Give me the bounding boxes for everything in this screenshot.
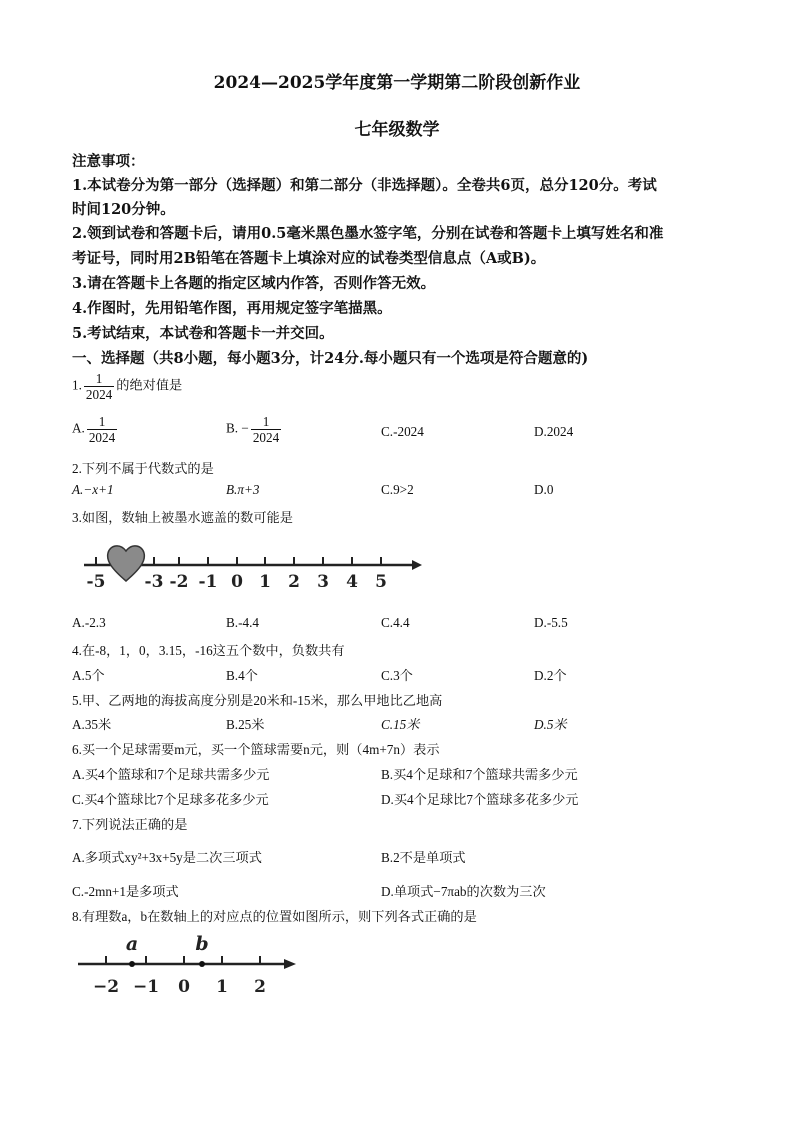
- q3-tick-label: 0: [231, 572, 243, 592]
- point-a: [129, 961, 135, 967]
- q1-option-d: D.2024: [534, 424, 574, 439]
- q6-option-d: D.买4个足球比7个篮球多花多少元: [381, 792, 579, 807]
- q1-number: 1.: [72, 377, 82, 393]
- note-5: 5.考试结束，本试卷和答题卡一并交回。: [72, 325, 334, 342]
- q3-axis-arrow: [412, 560, 422, 570]
- question-3: 3.如图，数轴上被墨水遮盖的数可能是: [72, 510, 293, 525]
- label-b: b: [195, 933, 209, 955]
- q7-option-a: A.多项式xy²+3x+5y是二次三项式: [72, 850, 262, 865]
- q3-tick-label: 4: [346, 572, 358, 592]
- q3-tick-label: -5: [86, 572, 106, 592]
- q6-option-a: A.买4个篮球和7个足球共需多少元: [72, 767, 270, 782]
- q8-axis-arrow: [284, 959, 296, 969]
- q7-option-d: D.单项式−7πab的次数为三次: [381, 884, 546, 899]
- label-a: a: [125, 933, 139, 955]
- q7-option-b: B.2不是单项式: [381, 850, 466, 865]
- question-5: 5.甲、乙两地的海拔高度分别是20米和-15米，那么甲地比乙地高: [72, 693, 443, 708]
- q3-tick-label: -3: [144, 572, 164, 592]
- note-4: 4.作图时，先用铅笔作图，再用规定签字笔描黑。: [72, 300, 392, 317]
- q8-tick-label: 2: [254, 977, 266, 997]
- q2-option-b: B.π+3: [226, 482, 260, 497]
- q4-option-a: A.5个: [72, 668, 105, 683]
- q3-option-c: C.4.4: [381, 615, 410, 630]
- q1-fraction: $\frac{1}{2024}$: [85, 371, 113, 403]
- q8-tick-label: 0: [178, 977, 190, 997]
- q3-tick-label: 1: [259, 572, 271, 592]
- q1-option-c: C.-2024: [381, 424, 424, 439]
- page-title: 2024—2025学年度第一学期第二阶段创新作业: [213, 73, 581, 93]
- q4-option-c: C.3个: [381, 668, 413, 683]
- question-7: 7.下列说法正确的是: [72, 817, 188, 832]
- q3-tick-label: 2: [288, 572, 300, 592]
- q3-number-line-figure: [72, 535, 422, 595]
- q6-option-b: B.买4个足球和7个篮球共需多少元: [381, 767, 578, 782]
- question-2: 2.下列不属于代数式的是: [72, 461, 214, 476]
- q8-tick-label: −1: [132, 977, 160, 997]
- q3-tick-label: -2: [169, 572, 189, 592]
- q3-tick-label: -1: [198, 572, 218, 592]
- q1-option-b: B. − $\frac{1}{2024}$: [226, 414, 280, 446]
- q5-option-b: B.25米: [226, 717, 265, 732]
- question-6: 6.买一个足球需要m元，买一个篮球需要n元，则（4m+7n）表示: [72, 742, 440, 757]
- q8-tick-label: −2: [92, 977, 120, 997]
- notes-heading: 注意事项：: [72, 153, 145, 170]
- section-1-heading: 一、选择题（共8小题，每小题3分，计24分.每小题只有一个选项是符合题意的): [72, 350, 589, 367]
- q3-option-a: A.-2.3: [72, 615, 106, 630]
- q5-option-c: C.15米: [381, 717, 420, 732]
- q2-option-a: A.−x+1: [72, 482, 114, 497]
- question-1: [72, 371, 182, 402]
- note-3: 3.请在答题卡上各题的指定区域内作答，否则作答无效。: [72, 275, 436, 292]
- q8-tick-label: 1: [216, 977, 228, 997]
- q8-number-line-figure: [72, 930, 332, 1005]
- q3-tick-label: 3: [317, 572, 329, 592]
- point-b: [199, 961, 205, 967]
- q2-option-d: D.0: [534, 482, 554, 497]
- question-8: 8.有理数a，b在数轴上的对应点的位置如图所示，则下列各式正确的是: [72, 909, 477, 924]
- q4-option-d: D.2个: [534, 668, 567, 683]
- q3-tick-label: 5: [375, 572, 387, 592]
- q1-option-a: A. $\frac{1}{2024}$: [72, 414, 116, 446]
- question-4: 4.在-8，1，0，3.15，-16这五个数中，负数共有: [72, 643, 345, 658]
- q5-option-a: A.35米: [72, 717, 112, 732]
- page-subtitle: 七年级数学: [354, 120, 440, 140]
- ink-blot-heart-icon: [108, 546, 145, 581]
- q1-stem: 的绝对值是: [116, 377, 183, 393]
- q5-option-d: D.5米: [534, 717, 567, 732]
- note-2b: 考证号，同时用2B铅笔在答题卡上填涂对应的试卷类型信息点（A或B)。: [72, 250, 546, 267]
- note-1a: 1.本试卷分为第一部分（选择题）和第二部分（非选择题）。全卷共6页，总分120分。考试: [72, 177, 657, 194]
- q2-option-c: C.9>2: [381, 482, 414, 497]
- q3-option-b: B.-4.4: [226, 615, 259, 630]
- q6-option-c: C.买4个篮球比7个足球多花多少元: [72, 792, 269, 807]
- q3-option-d: D.-5.5: [534, 615, 568, 630]
- note-1b: 时间120分钟。: [72, 201, 175, 218]
- q7-option-c: C.-2mn+1是多项式: [72, 884, 179, 899]
- q4-option-b: B.4个: [226, 668, 258, 683]
- note-2a: 2.领到试卷和答题卡后，请用0.5毫米黑色墨水签字笔，分别在试卷和答题卡上填写姓名和准: [72, 225, 664, 242]
